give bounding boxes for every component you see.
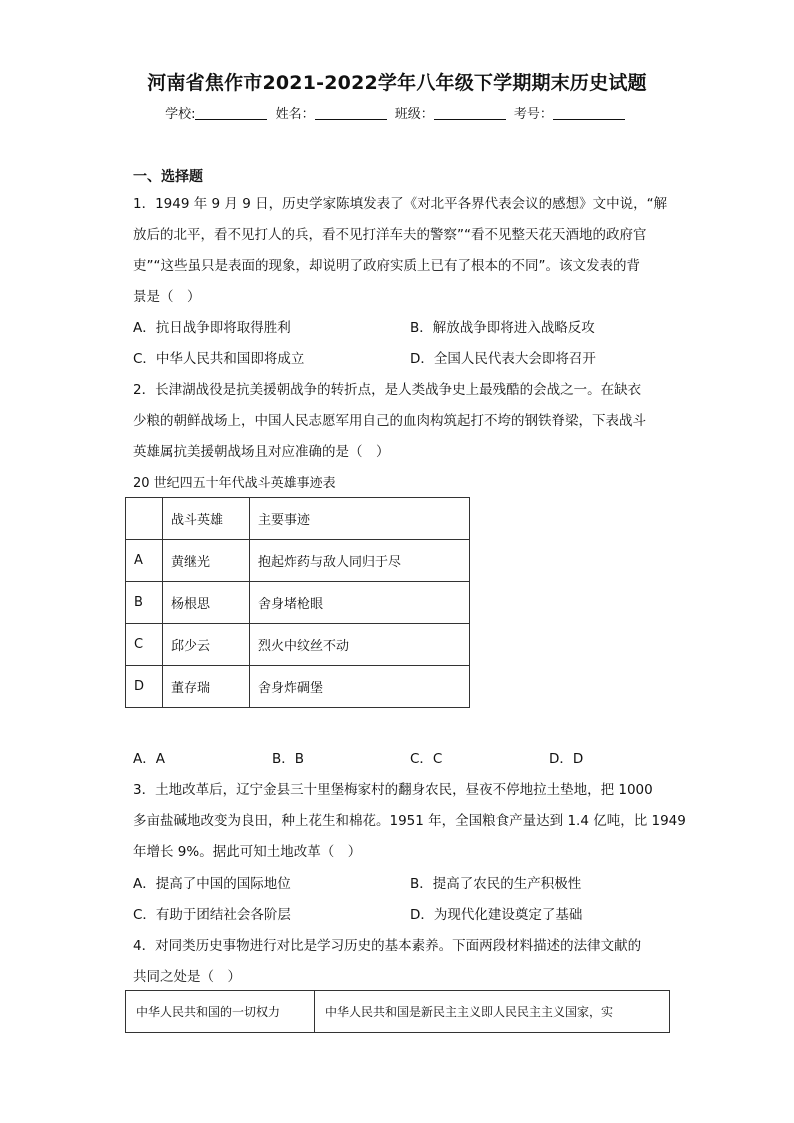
material-left-cell: 中华人民共和国的一切权力 bbox=[126, 991, 315, 1033]
school-blank[interactable] bbox=[195, 106, 267, 120]
school-label: 学校: bbox=[165, 107, 196, 122]
id-blank[interactable] bbox=[553, 106, 625, 120]
q3-option-c[interactable]: C．有助于团结社会各阶层 bbox=[133, 907, 291, 923]
student-info-line bbox=[0, 103, 794, 122]
table-cell: C bbox=[126, 624, 163, 666]
class-blank[interactable] bbox=[434, 106, 506, 120]
table-cell: 杨根思 bbox=[163, 582, 250, 624]
q3-line-3: 年增长 9%。据此可知土地改革（ ） bbox=[133, 844, 362, 860]
table-cell: 抱起炸药与敌人同归于尽 bbox=[250, 540, 470, 582]
id-label: 考号： bbox=[513, 107, 553, 122]
table-header-cell bbox=[126, 498, 163, 540]
table-cell: 董存瑞 bbox=[163, 666, 250, 708]
q1-line-4: 景是（ ） bbox=[133, 289, 201, 305]
q3-line-2: 多亩盐碱地改变为良田，种上花生和棉花。1951 年，全国粮食产量达到 1.4 亿吨，比 1949 bbox=[133, 813, 686, 829]
table-cell: D bbox=[126, 666, 163, 708]
q2-line-1: 2．长津湖战役是抗美援朝战争的转折点，是人类战争史上最残酷的会战之一。在缺衣 bbox=[133, 382, 642, 398]
table-header-cell: 战斗英雄 bbox=[163, 498, 250, 540]
q3-option-b[interactable]: B．提高了农民的生产积极性 bbox=[410, 876, 582, 892]
table-cell: 舍身炸碉堡 bbox=[250, 666, 470, 708]
table-cell: 邱少云 bbox=[163, 624, 250, 666]
q2-option-c[interactable]: C．C bbox=[410, 751, 443, 767]
name-label: 姓名： bbox=[275, 107, 315, 122]
material-right-cell: 中华人民共和国是新民主主义即人民民主主义国家，实 bbox=[315, 991, 670, 1033]
table-cell: 烈火中纹丝不动 bbox=[250, 624, 470, 666]
section-title: 一、选择题 bbox=[133, 169, 203, 185]
q2-line-2: 少粮的朝鲜战场上，中国人民志愿军用自己的血肉构筑起打不垮的钢铁脊梁，下表战斗 bbox=[133, 413, 646, 429]
q2-option-b[interactable]: B．B bbox=[272, 751, 305, 767]
q1-option-a[interactable]: A．抗日战争即将取得胜利 bbox=[133, 320, 291, 336]
table-row bbox=[126, 582, 470, 624]
table-cell: B bbox=[126, 582, 163, 624]
table-header-cell: 主要事迹 bbox=[250, 498, 470, 540]
class-label: 班级： bbox=[394, 107, 434, 122]
q1-option-c[interactable]: C．中华人民共和国即将成立 bbox=[133, 351, 305, 367]
table-row bbox=[126, 540, 470, 582]
q3-option-a[interactable]: A．提高了中国的国际地位 bbox=[133, 876, 291, 892]
q4-line-1: 4．对同类历史事物进行对比是学习历史的基本素养。下面两段材料描述的法律文献的 bbox=[133, 938, 642, 954]
table-header-row bbox=[126, 498, 470, 540]
table-row bbox=[126, 991, 670, 1033]
q4-line-2: 共同之处是（ ） bbox=[133, 969, 241, 985]
q2-option-d[interactable]: D．D bbox=[549, 751, 584, 767]
table-row bbox=[126, 624, 470, 666]
q2-table-caption: 20 世纪四五十年代战斗英雄事迹表 bbox=[133, 476, 336, 491]
q3-line-1: 3．土地改革后，辽宁金县三十里堡梅家村的翻身农民，昼夜不停地拉土垫地，把 1000 bbox=[133, 782, 653, 798]
heroes-table bbox=[125, 497, 470, 708]
q2-option-a[interactable]: A．A bbox=[133, 751, 165, 767]
q1-line-1: 1．1949 年 9 月 9 日，历史学家陈填发表了《对北平各界代表会议的感想》文中说，“解 bbox=[133, 196, 668, 212]
table-cell: 舍身堵枪眼 bbox=[250, 582, 470, 624]
q2-line-3: 英雄属抗美援朝战场且对应准确的是（ ） bbox=[133, 444, 390, 460]
q3-option-d[interactable]: D．为现代化建设奠定了基础 bbox=[410, 907, 583, 923]
table-row bbox=[126, 666, 470, 708]
q1-line-3: 吏”“这些虽只是表面的现象，却说明了政府实质上已有了根本的不同”。该文发表的背 bbox=[133, 258, 640, 274]
page-title: 河南省焦作市2021-2022学年八年级下学期期末历史试题 bbox=[147, 72, 647, 94]
q4-material-table bbox=[125, 990, 670, 1033]
q1-option-d[interactable]: D．全国人民代表大会即将召开 bbox=[410, 351, 596, 367]
name-blank[interactable] bbox=[315, 106, 387, 120]
table-cell: 黄继光 bbox=[163, 540, 250, 582]
table-cell: A bbox=[126, 540, 163, 582]
q1-option-b[interactable]: B．解放战争即将进入战略反攻 bbox=[410, 320, 595, 336]
q1-line-2: 放后的北平，看不见打人的兵，看不见打洋车夫的警察”“看不见整天花天酒地的政府官 bbox=[133, 227, 647, 243]
